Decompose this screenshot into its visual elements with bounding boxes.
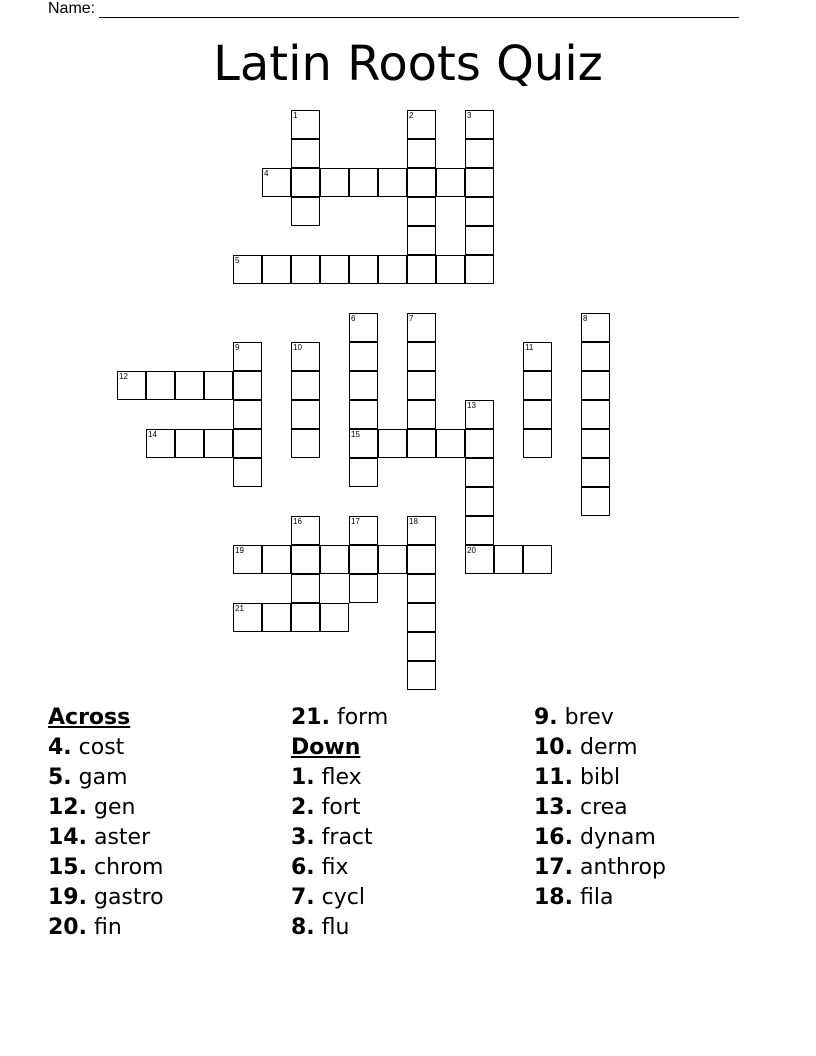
grid-cell[interactable]	[233, 603, 262, 632]
clue-number: 16	[293, 517, 302, 526]
clue-text: fort	[314, 795, 361, 820]
grid-cell[interactable]	[436, 255, 465, 284]
down-clue	[534, 823, 666, 853]
grid-cell[interactable]	[465, 139, 494, 168]
clue-num: 6.	[291, 855, 315, 880]
clue-text: cost	[71, 735, 125, 760]
grid-cell[interactable]	[407, 255, 436, 284]
clue-number: 6	[351, 314, 356, 323]
clue-number: 21	[235, 604, 244, 613]
clue-number: 1	[293, 111, 298, 120]
grid-cell[interactable]	[349, 342, 378, 371]
clue-number: 15	[351, 430, 360, 439]
clue-num: 10.	[534, 735, 573, 760]
grid-cell[interactable]	[320, 545, 349, 574]
grid-cell[interactable]	[349, 574, 378, 603]
grid-cell[interactable]	[436, 429, 465, 458]
clue-number: 5	[235, 256, 240, 265]
grid-cell[interactable]	[320, 255, 349, 284]
grid-cell[interactable]	[581, 342, 610, 371]
clue-num: 8.	[291, 915, 315, 940]
across-clue	[48, 853, 164, 883]
clue-text: fix	[314, 855, 349, 880]
clue-num: 4.	[48, 735, 72, 760]
grid-cell[interactable]	[407, 574, 436, 603]
clue-text: fila	[572, 885, 614, 910]
clues-column-3	[534, 703, 666, 913]
grid-cell[interactable]	[175, 371, 204, 400]
across-clue	[291, 703, 388, 733]
down-clue	[291, 763, 388, 793]
clue-text: gastro	[86, 885, 164, 910]
grid-cell[interactable]	[523, 400, 552, 429]
grid-cell[interactable]	[407, 632, 436, 661]
clue-text: brev	[557, 705, 614, 730]
down-clue	[534, 703, 666, 733]
grid-cell[interactable]	[349, 516, 378, 545]
grid-cell[interactable]	[407, 516, 436, 545]
clue-num: 12.	[48, 795, 87, 820]
grid-cell[interactable]	[581, 458, 610, 487]
grid-cell[interactable]	[465, 429, 494, 458]
grid-cell[interactable]	[146, 429, 175, 458]
grid-cell[interactable]	[233, 255, 262, 284]
clue-number: 2	[409, 111, 414, 120]
down-clue	[534, 793, 666, 823]
clue-number: 18	[409, 517, 418, 526]
down-clue	[291, 823, 388, 853]
grid-cell[interactable]	[233, 371, 262, 400]
grid-cell[interactable]	[407, 197, 436, 226]
clue-number: 14	[148, 430, 157, 439]
grid-cell[interactable]	[581, 313, 610, 342]
grid-cell[interactable]	[407, 545, 436, 574]
down-clue	[291, 883, 388, 913]
clue-number: 4	[264, 169, 269, 178]
down-clue	[534, 883, 666, 913]
grid-cell[interactable]	[262, 255, 291, 284]
grid-cell[interactable]	[523, 371, 552, 400]
across-clue	[48, 733, 164, 763]
grid-cell[interactable]	[204, 429, 233, 458]
clue-num: 16.	[534, 825, 573, 850]
grid-cell[interactable]	[349, 313, 378, 342]
clue-num: 15.	[48, 855, 87, 880]
grid-cell[interactable]	[523, 545, 552, 574]
grid-cell[interactable]	[291, 516, 320, 545]
grid-cell[interactable]	[407, 603, 436, 632]
grid-cell[interactable]	[349, 168, 378, 197]
grid-cell[interactable]	[117, 371, 146, 400]
grid-cell[interactable]	[465, 226, 494, 255]
grid-cell[interactable]	[291, 342, 320, 371]
grid-cell[interactable]	[465, 487, 494, 516]
grid-cell[interactable]	[291, 197, 320, 226]
grid-cell[interactable]	[407, 342, 436, 371]
clue-text: bibl	[572, 765, 621, 790]
grid-cell[interactable]	[407, 661, 436, 690]
down-clue	[291, 913, 388, 943]
clue-number: 12	[119, 372, 128, 381]
clue-text: crea	[572, 795, 628, 820]
grid-cell[interactable]	[233, 429, 262, 458]
clue-num: 3.	[291, 825, 315, 850]
clue-text: fin	[86, 915, 122, 940]
clue-num: 17.	[534, 855, 573, 880]
clue-number: 20	[467, 546, 476, 555]
grid-cell[interactable]	[378, 545, 407, 574]
grid-cell[interactable]	[465, 197, 494, 226]
clue-text: flu	[314, 915, 350, 940]
grid-cell[interactable]	[291, 545, 320, 574]
grid-cell[interactable]	[349, 400, 378, 429]
clue-text: gam	[71, 765, 128, 790]
clue-text: cycl	[314, 885, 365, 910]
clue-text: anthrop	[572, 855, 666, 880]
clue-num: 20.	[48, 915, 87, 940]
clue-num: 7.	[291, 885, 315, 910]
clues-column-1	[48, 703, 164, 943]
clue-num: 9.	[534, 705, 558, 730]
clue-text: derm	[572, 735, 638, 760]
grid-cell[interactable]	[291, 429, 320, 458]
grid-cell[interactable]	[291, 255, 320, 284]
grid-cell[interactable]	[407, 226, 436, 255]
grid-cell[interactable]	[407, 139, 436, 168]
clue-number: 19	[235, 546, 244, 555]
across-clue	[48, 883, 164, 913]
grid-cell[interactable]	[465, 458, 494, 487]
grid-cell[interactable]	[291, 603, 320, 632]
grid-cell[interactable]	[407, 313, 436, 342]
grid-cell[interactable]	[262, 168, 291, 197]
clue-number: 13	[467, 401, 476, 410]
across-clue	[48, 823, 164, 853]
clue-number: 17	[351, 517, 360, 526]
clue-number: 9	[235, 343, 240, 352]
across-clue	[48, 763, 164, 793]
clue-number: 7	[409, 314, 414, 323]
grid-cell[interactable]	[291, 371, 320, 400]
grid-cell[interactable]	[407, 400, 436, 429]
grid-cell[interactable]	[175, 429, 204, 458]
clue-text: chrom	[86, 855, 164, 880]
grid-cell[interactable]	[262, 603, 291, 632]
down-clue	[291, 853, 388, 883]
name-label: Name:	[48, 0, 96, 17]
clue-num: 11.	[534, 765, 573, 790]
clue-num: 19.	[48, 885, 87, 910]
clues-column-2	[291, 703, 388, 943]
grid-cell[interactable]	[581, 487, 610, 516]
across-heading: Across	[48, 705, 131, 730]
grid-cell[interactable]	[407, 168, 436, 197]
clue-text: dynam	[572, 825, 656, 850]
grid-cell[interactable]	[523, 342, 552, 371]
grid-cell[interactable]	[349, 458, 378, 487]
clue-number: 3	[467, 111, 472, 120]
grid-cell[interactable]	[291, 168, 320, 197]
clue-text: form	[329, 705, 389, 730]
grid-cell[interactable]	[291, 574, 320, 603]
grid-cell[interactable]	[320, 168, 349, 197]
grid-cell[interactable]	[349, 255, 378, 284]
clue-num: 13.	[534, 795, 573, 820]
across-clue	[48, 913, 164, 943]
grid-cell[interactable]	[204, 371, 233, 400]
grid-cell[interactable]	[407, 371, 436, 400]
grid-cell[interactable]	[320, 603, 349, 632]
clue-num: 2.	[291, 795, 315, 820]
clue-text: fract	[314, 825, 373, 850]
grid-cell[interactable]	[349, 371, 378, 400]
grid-cell[interactable]	[378, 255, 407, 284]
grid-cell[interactable]	[581, 371, 610, 400]
clue-num: 1.	[291, 765, 315, 790]
grid-cell[interactable]	[465, 400, 494, 429]
down-heading: Down	[291, 735, 361, 760]
grid-cell[interactable]	[465, 545, 494, 574]
grid-cell[interactable]	[233, 342, 262, 371]
grid-cell[interactable]	[233, 545, 262, 574]
clue-num: 14.	[48, 825, 87, 850]
grid-cell[interactable]	[378, 429, 407, 458]
grid-cell[interactable]	[523, 429, 552, 458]
clue-number: 11	[525, 343, 534, 352]
grid-cell[interactable]	[349, 545, 378, 574]
clue-text: aster	[86, 825, 151, 850]
grid-cell[interactable]	[291, 139, 320, 168]
down-clue	[534, 853, 666, 883]
grid-cell[interactable]	[436, 168, 465, 197]
grid-cell[interactable]	[349, 429, 378, 458]
page-title: Latin Roots Quiz	[213, 36, 603, 92]
clue-text: gen	[86, 795, 136, 820]
grid-cell[interactable]	[465, 516, 494, 545]
grid-cell[interactable]	[291, 110, 320, 139]
clue-num: 21.	[291, 705, 330, 730]
clue-number: 8	[583, 314, 588, 323]
clue-number: 10	[293, 343, 302, 352]
grid-cell[interactable]	[407, 110, 436, 139]
grid-cell[interactable]	[581, 429, 610, 458]
grid-cell[interactable]	[465, 255, 494, 284]
grid-cell[interactable]	[407, 429, 436, 458]
clue-num: 18.	[534, 885, 573, 910]
down-clue	[534, 733, 666, 763]
grid-cell[interactable]	[465, 110, 494, 139]
grid-cell[interactable]	[262, 545, 291, 574]
grid-cell[interactable]	[291, 400, 320, 429]
grid-cell[interactable]	[581, 400, 610, 429]
grid-cell[interactable]	[233, 400, 262, 429]
across-clue	[48, 793, 164, 823]
down-clue	[534, 763, 666, 793]
down-clue	[291, 793, 388, 823]
grid-cell[interactable]	[465, 168, 494, 197]
grid-cell[interactable]	[494, 545, 523, 574]
grid-cell[interactable]	[233, 458, 262, 487]
grid-cell[interactable]	[378, 168, 407, 197]
clue-num: 5.	[48, 765, 72, 790]
clue-text: flex	[314, 765, 362, 790]
grid-cell[interactable]	[146, 371, 175, 400]
